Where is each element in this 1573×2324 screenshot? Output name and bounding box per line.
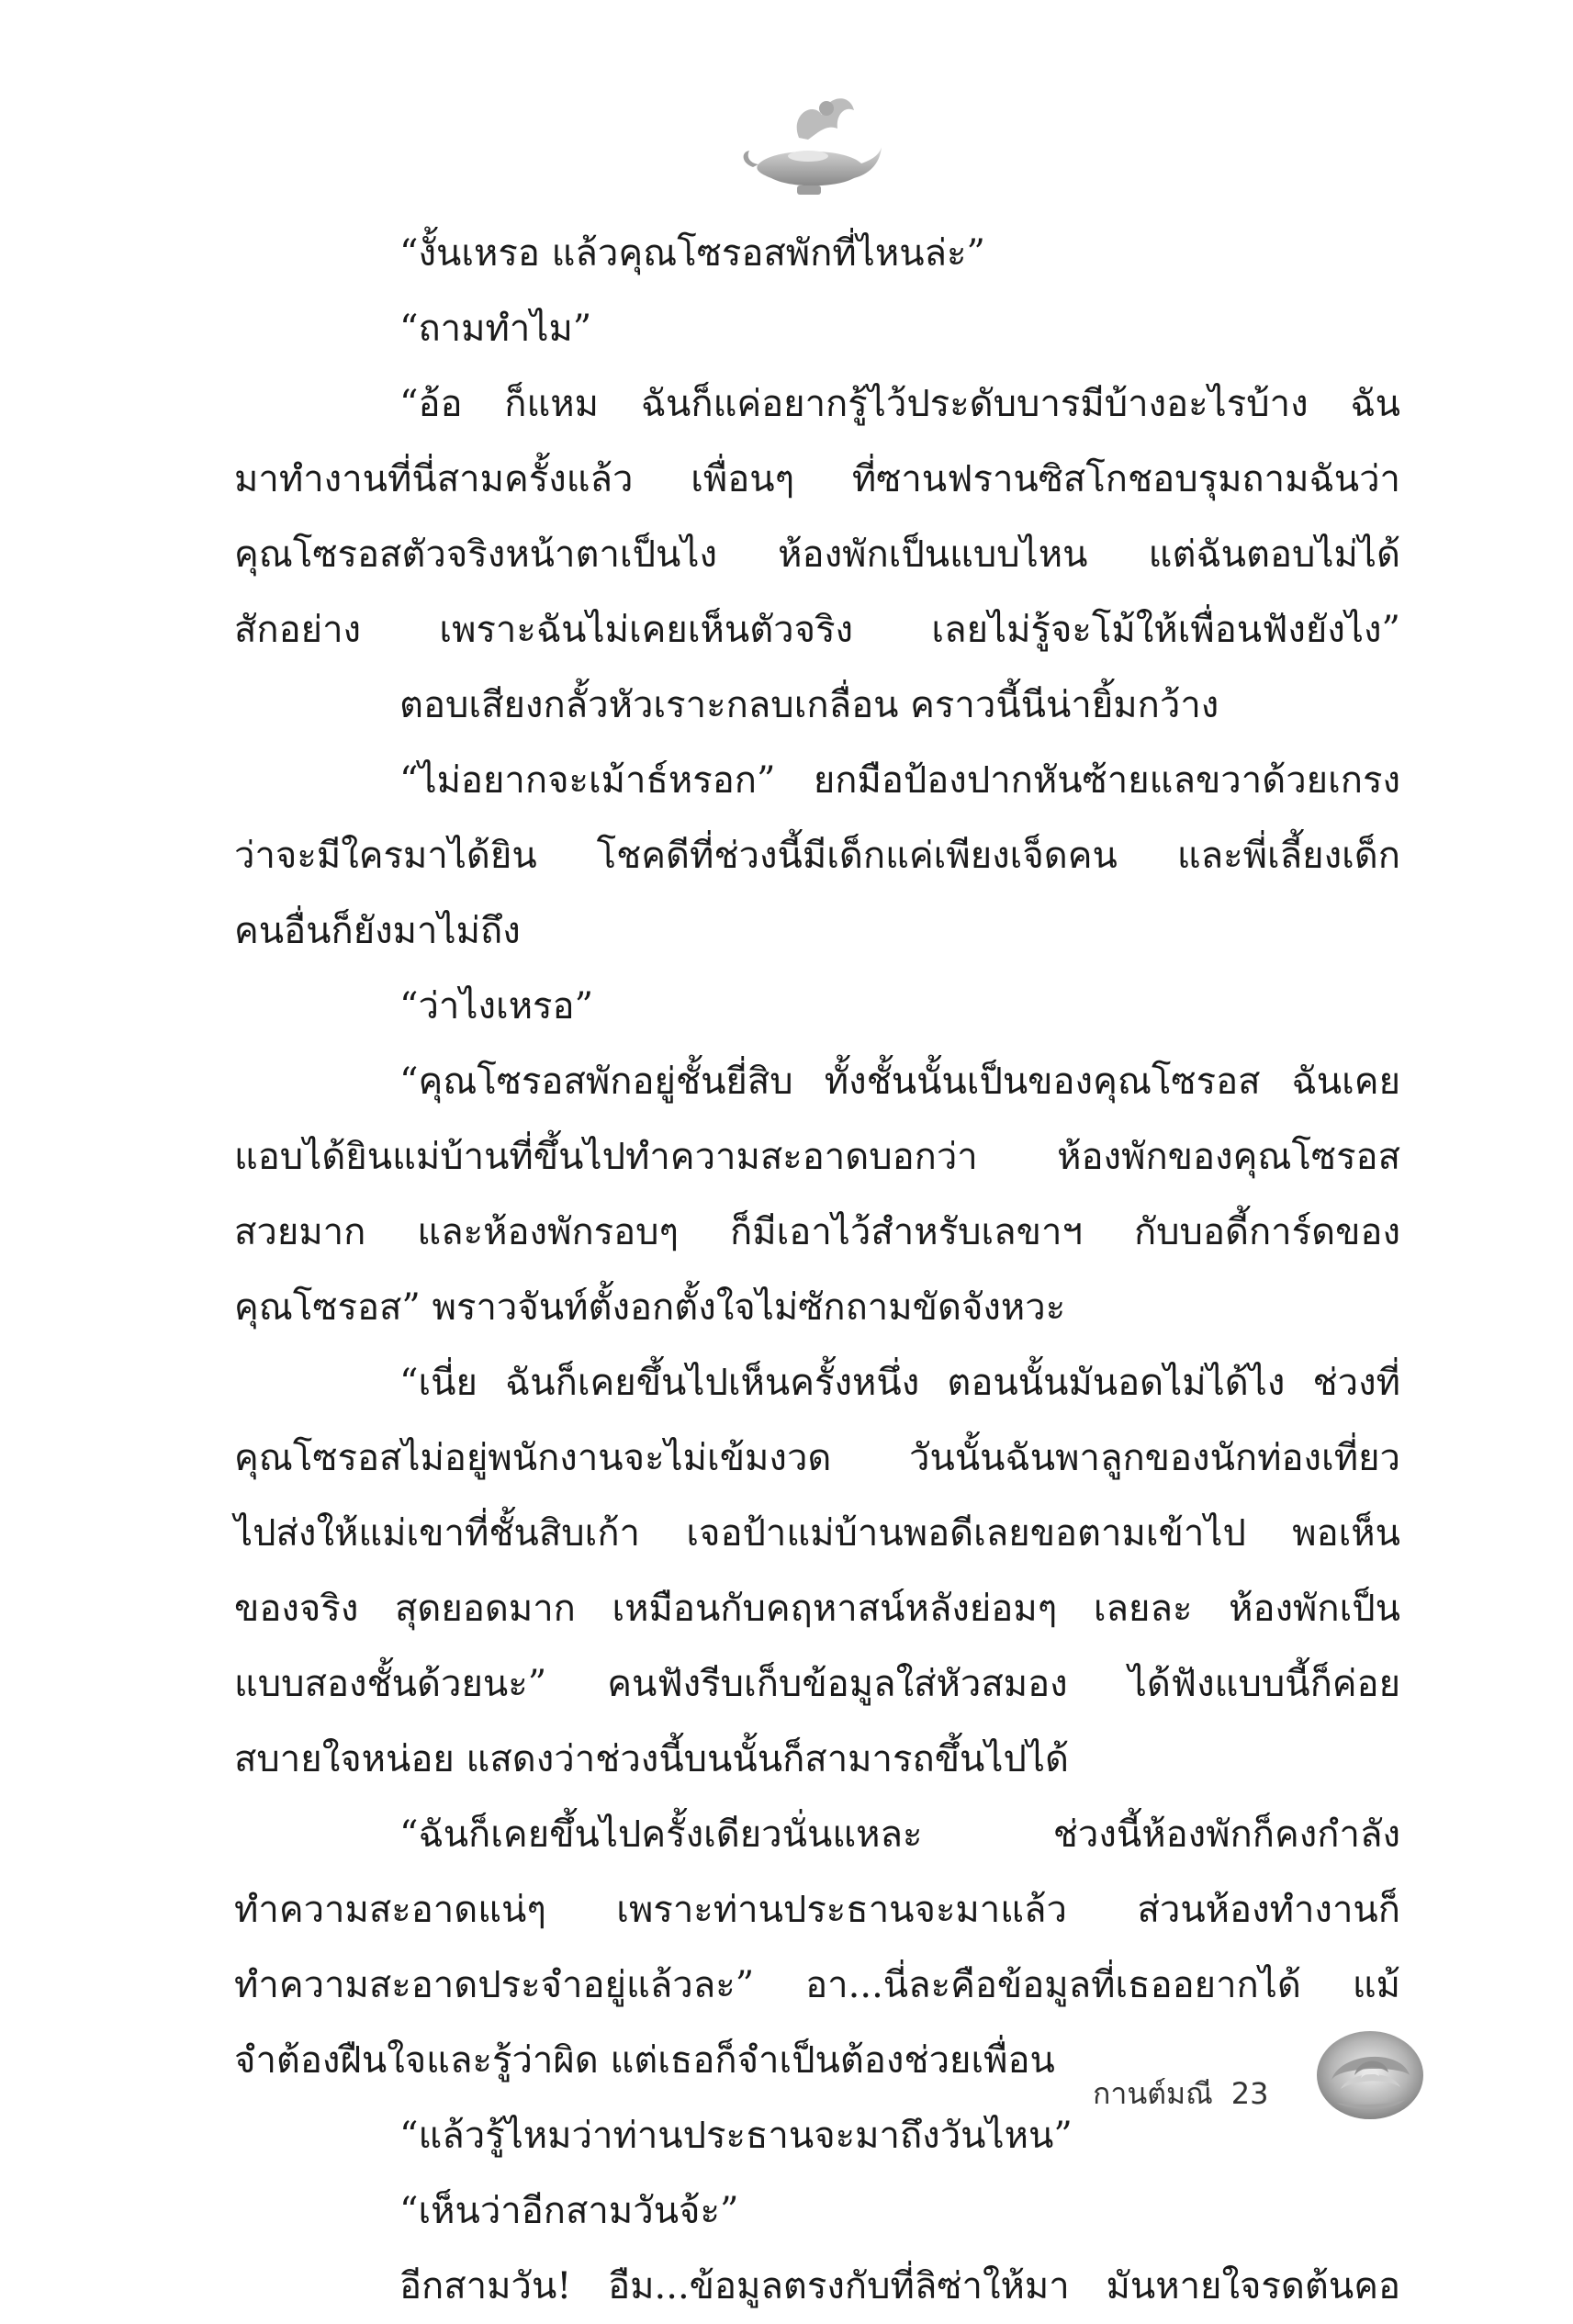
paragraph-line: “เห็นว่าอีกสามวันจ้ะ” [399, 2190, 739, 2232]
paragraph-line: “ว่าไงเหรอ” [399, 985, 594, 1027]
body-text [234, 216, 1400, 2324]
paragraph-line: ไปส่งให้แม่เขาที่ชั้นสิบเก้า เจอป้าแม่บ้านพอดีเลยขอตามเข้าไป พอเห็น [234, 1512, 1400, 1555]
paragraph-line: แอบได้ยินแม่บ้านที่ขึ้นไปทำความสะอาดบอกว่า ห้องพักของคุณโซรอส [234, 1136, 1400, 1178]
paragraph-line: “งั้นเหรอ แล้วคุณโซรอสพักที่ไหนล่ะ” [399, 232, 985, 275]
paragraph-line: คุณโซรอสตัวจริงหน้าตาเป็นไง ห้องพักเป็นแบบไหน แต่ฉันตอบไม่ได้ [234, 533, 1400, 576]
paragraph-line: สบายใจหน่อย แสดงว่าช่วงนี้บนนั้นก็สามารถขึ้นไปได้ [234, 1738, 1070, 1780]
paragraph-line: มาทำงานที่นี่สามครั้งแล้ว เพื่อนๆ ที่ซานฟรานซิสโกชอบรุมถามฉันว่า [234, 458, 1400, 500]
genie-lamp-icon [735, 83, 882, 202]
paragraph-line: “ถามทำไม” [399, 308, 592, 350]
paragraph-line: ตอบเสียงกลั้วหัวเราะกลบเกลื่อน คราวนี้นีน่ายิ้มกว้าง [399, 684, 1219, 726]
paragraph-line: ว่าจะมีใครมาได้ยิน โชคดีที่ช่วงนี้มีเด็กแค่เพียงเจ็ดคน และพี่เลี้ยงเด็ก [234, 835, 1400, 877]
paragraph-line: “เนี่ย ฉันก็เคยขึ้นไปเห็นครั้งหนึ่ง ตอนนั้นมันอดไม่ได้ไง ช่วงที่ [399, 1362, 1400, 1404]
book-title: กานต์มณี [1093, 2075, 1213, 2111]
paragraph-line: “ฉันก็เคยขึ้นไปครั้งเดียวนั่นแหละ ช่วงนี้ห้องพักก็คงกำลัง [399, 1813, 1400, 1856]
rose-icon [1313, 2025, 1428, 2126]
paragraph-line: ทำความสะอาดแน่ๆ เพราะท่านประธานจะมาแล้ว ส่วนห้องทำงานก็ [234, 1889, 1400, 1931]
paragraph-line: “คุณโซรอสพักอยู่ชั้นยี่สิบ ทั้งชั้นนั้นเป็นของคุณโซรอส ฉันเคย [399, 1061, 1400, 1103]
paragraph-line: “ไม่อยากจะเม้าธ์หรอก” ยกมือป้องปากหันซ้ายแลขวาด้วยเกรง [399, 759, 1400, 802]
paragraph-line: คุณโซรอสไม่อยู่พนักงานจะไม่เข้มงวด วันนั้นฉันพาลูกของนักท่องเที่ยว [234, 1437, 1400, 1479]
paragraph-line: “อ้อ ก็แหม ฉันก็แค่อยากรู้ไว้ประดับบารมีบ้างอะไรบ้าง ฉัน [399, 383, 1400, 425]
paragraph-line: “แล้วรู้ไหมว่าท่านประธานจะมาถึงวันไหน” [399, 2115, 1073, 2157]
paragraph-line: อีกสามวัน! อืม...ข้อมูลตรงกับที่ลิซ่าให้มา มันหายใจรดต้นคอ [399, 2265, 1400, 2307]
paragraph-line: ของจริง สุดยอดมาก เหมือนกับคฤหาสน์หลังย่อมๆ เลยละ ห้องพักเป็น [234, 1588, 1400, 1630]
paragraph-line: คนอื่นก็ยังมาไม่ถึง [234, 910, 521, 952]
paragraph-line: สวยมาก และห้องพักรอบๆ ก็มีเอาไว้สำหรับเลขาฯ กับบอดี้การ์ดของ [234, 1211, 1400, 1253]
paragraph-line: คุณโซรอส” พราวจันท์ตั้งอกตั้งใจไม่ซักถามขัดจังหวะ [234, 1286, 1066, 1329]
page-number: 23 [1230, 2076, 1269, 2111]
paragraph-line: ทำความสะอาดประจำอยู่แล้วละ” อา...นี่ละคือข้อมูลที่เธออยากได้ แม้ [234, 1964, 1400, 2006]
paragraph-line: จำต้องฝืนใจและรู้ว่าผิด แต่เธอก็จำเป็นต้องช่วยเพื่อน [234, 2039, 1055, 2082]
paragraph-line: แบบสองชั้นด้วยนะ” คนฟังรีบเก็บข้อมูลใส่หัวสมอง ได้ฟังแบบนี้ก็ค่อย [234, 1663, 1400, 1705]
page-footer [1093, 2057, 1269, 2130]
paragraph-line: สักอย่าง เพราะฉันไม่เคยเห็นตัวจริง เลยไม่รู้จะโม้ให้เพื่อนฟังยังไง” [234, 609, 1400, 651]
